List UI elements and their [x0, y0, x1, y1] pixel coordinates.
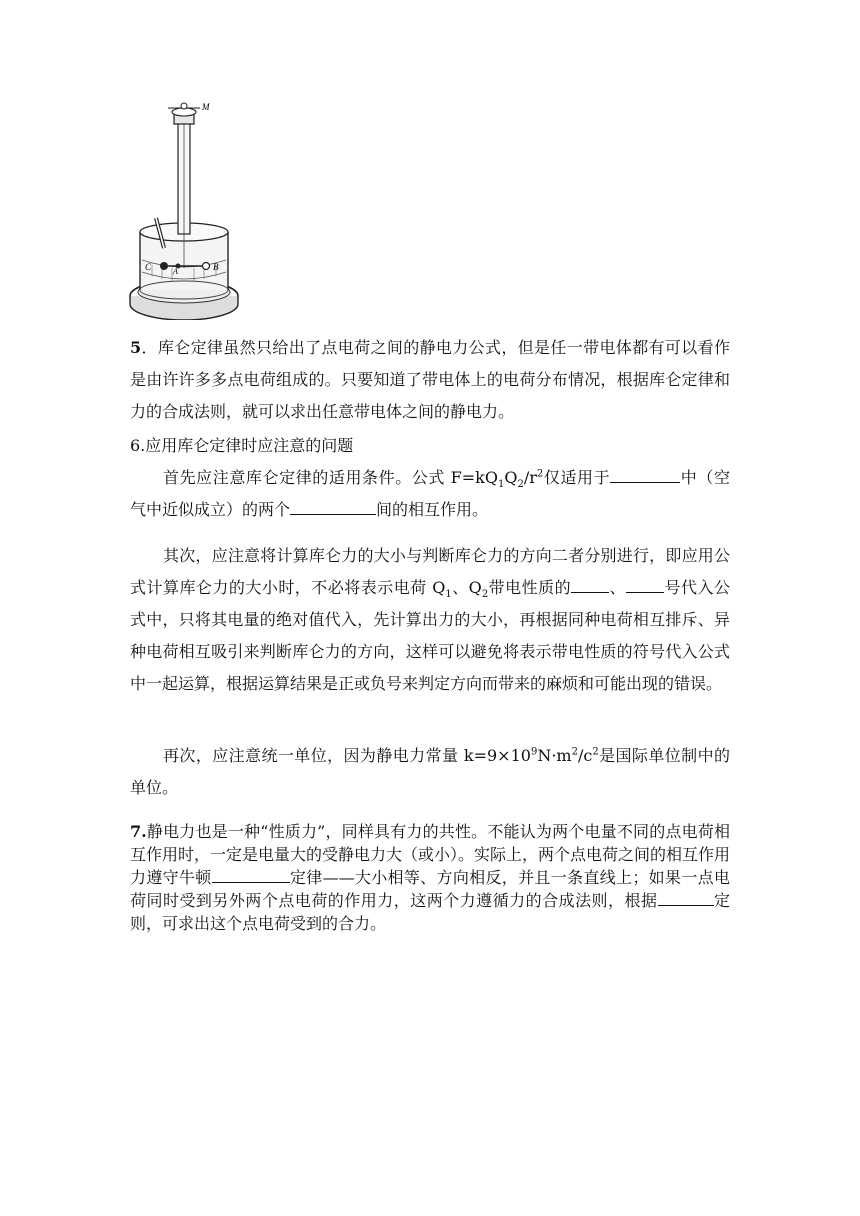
item-5-paragraph: [130, 332, 730, 428]
p2-text-d: 、: [609, 578, 627, 597]
item-7-text-b: 定律——大小相等、方向相反，并且一条直线上；如果一点电荷同时受到另外两个点电荷的作用力，这两个力遵循力的合成法则，根据: [130, 868, 730, 910]
p2-sub-1: 1: [445, 589, 452, 601]
item-7-text-c: 定则，可求出这个点电荷受到的合力。: [130, 891, 730, 933]
p1-text-c: /r: [523, 468, 537, 487]
torsion-balance-figure: [128, 100, 246, 320]
p2-text-b: 、Q: [451, 578, 482, 597]
p3-sup-2: 2: [571, 746, 578, 758]
p2-sub-2: 2: [481, 589, 489, 601]
item-5-number: 5: [130, 338, 142, 357]
p3-text-d: 是国际单位制中的单位。: [130, 746, 730, 797]
label-b: B: [213, 262, 219, 272]
p1-sub-2: 2: [517, 479, 524, 491]
p1-text-a: 首先应注意库仑定律的适用条件。公式 F=kQ: [163, 468, 498, 487]
item-6-paragraph-1: [130, 462, 730, 526]
p1-text-f: 间的相互作用。: [376, 500, 489, 519]
label-a: A: [173, 267, 178, 276]
item-7-number: 7.: [130, 822, 147, 841]
fill-blank-4[interactable]: [626, 578, 664, 593]
p3-text-b: N·m: [537, 746, 572, 765]
p3-text-c: /c: [577, 746, 593, 765]
item-7-text-a: 静电力也是一种“性质力”，同样具有力的共性。不能认为两个电量不同的点电荷相互作用时，一定是电量大的受静电力大（或小）。实际上，两个点电荷之间的相互作用力遵守牛顿: [130, 822, 731, 887]
fill-blank-1[interactable]: [610, 468, 680, 483]
p3-text-a: 再次，应注意统一单位，因为静电力常量 k=9×10: [163, 746, 531, 765]
p3-sup-1: 9: [530, 746, 538, 758]
label-m: M: [202, 102, 210, 112]
item-6-heading: [130, 430, 730, 462]
fill-blank-6[interactable]: [658, 891, 714, 906]
item-6-paragraph-2: [130, 540, 730, 700]
fill-blank-2[interactable]: [290, 500, 376, 515]
p1-sup: 2: [536, 468, 544, 480]
p1-text-b: Q: [504, 468, 518, 487]
p2-text-c: 带电性质的: [488, 578, 572, 597]
item-6-heading-text: 6.应用库仑定律时应注意的问题: [130, 436, 354, 455]
p1-text-d: 仅适用于: [543, 468, 611, 487]
p2-text-e: 号代入公式中，只将其电量的绝对值代入，先计算出力的大小，再根据同种电荷相互排斥、异种电荷相互吸引来判断库仑力的方向，这样可以避免将表示带电性质的符号代入公式中一起运算，根据运算结果是正或负号来判定方向而带来的麻烦和可能出现的错误。: [130, 578, 730, 693]
p1-sub-1: 1: [497, 479, 505, 491]
item-5-text: ．库仑定律虽然只给出了点电荷之间的静电力公式，但是任一带电体都有可以看作是由许许多多点电荷组成的。只要知道了带电体上的电荷分布情况，根据库仑定律和力的合成法则，就可以求出任意带电体之间的静电力。: [130, 338, 730, 421]
item-6-paragraph-3: [130, 740, 730, 804]
item-7-paragraph: [130, 820, 730, 935]
p3-sup-3: 2: [592, 746, 599, 758]
fill-blank-3[interactable]: [571, 578, 609, 593]
fill-blank-5[interactable]: [212, 868, 290, 883]
p1-text-e: 中（空气中近似成立）的两个: [130, 468, 730, 519]
p2-text-a: 其次，应注意将计算库仑力的大小与判断库仑力的方向二者分别进行，即应用公式计算库仑力的大小时，不必将表示电荷 Q: [130, 546, 730, 597]
label-c: C: [145, 262, 152, 272]
